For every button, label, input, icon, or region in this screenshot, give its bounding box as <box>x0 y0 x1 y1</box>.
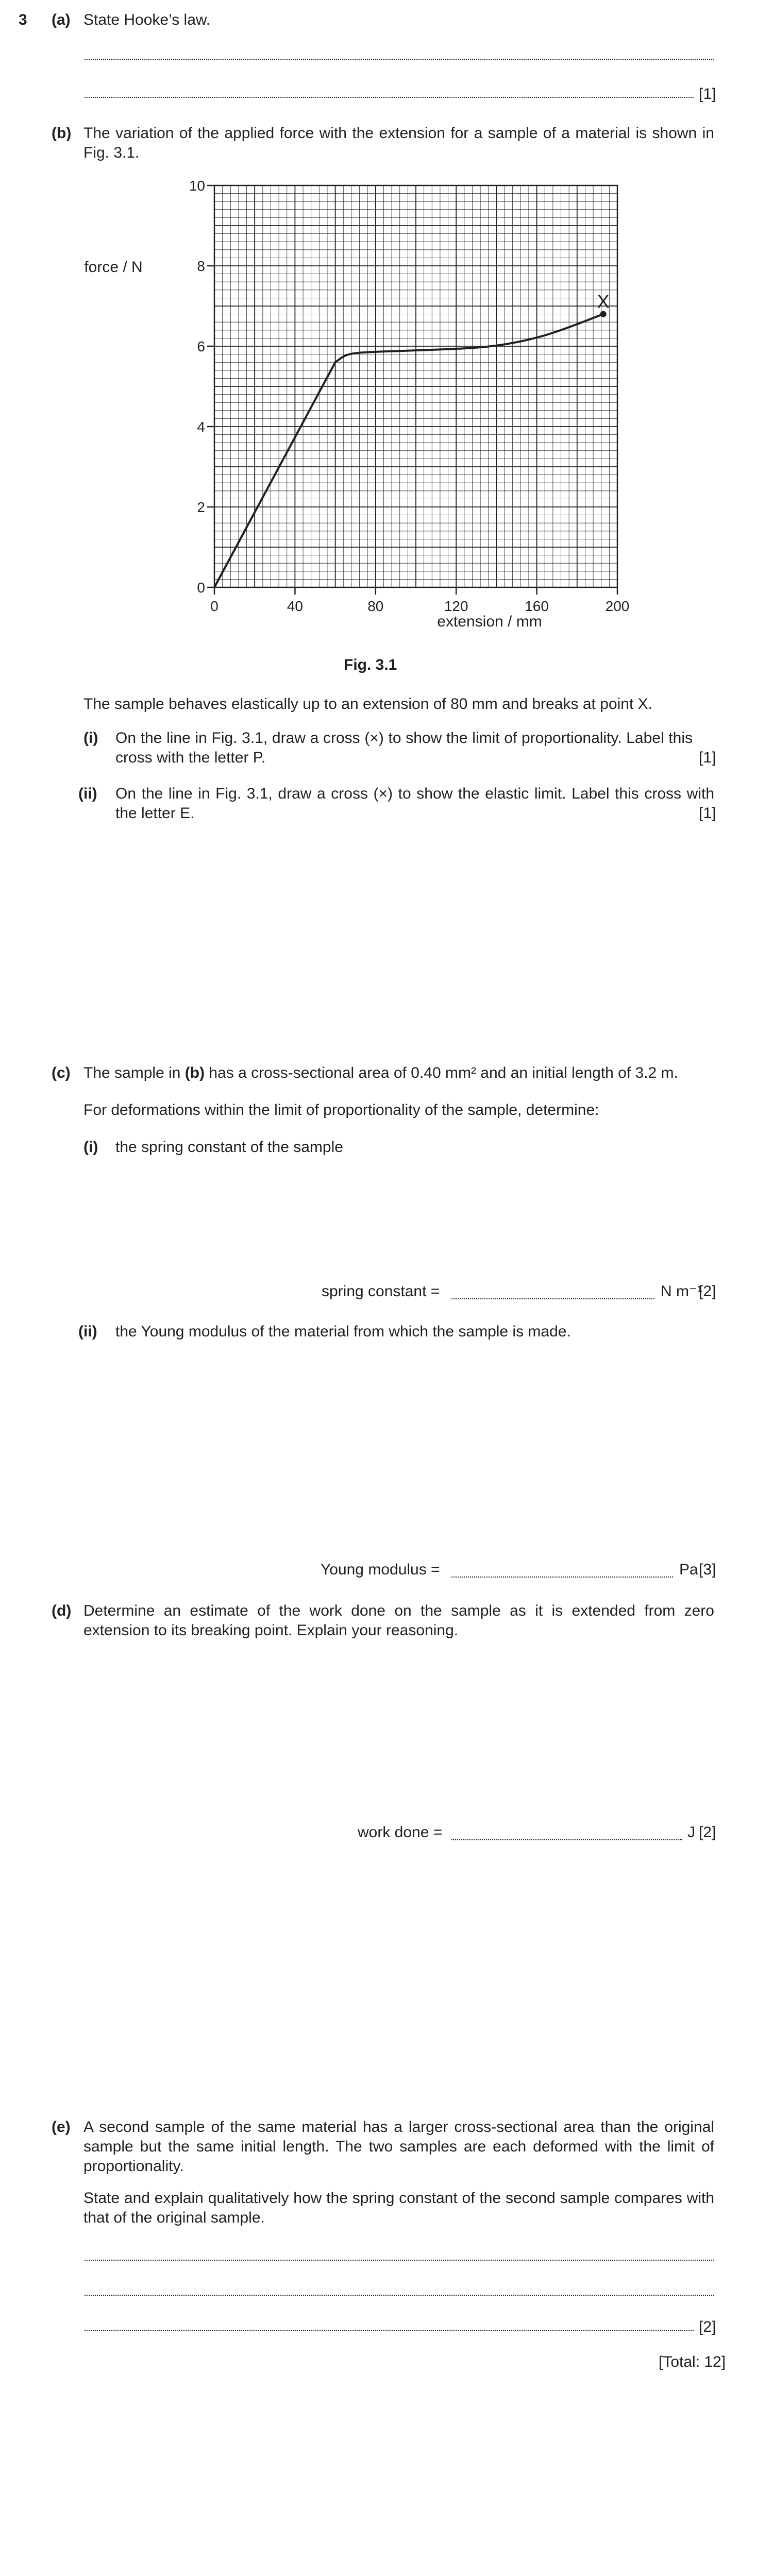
part-b-label: (b) <box>52 125 72 142</box>
figure-3-1-chart <box>0 165 773 649</box>
answer-line-e1[interactable] <box>85 2260 714 2261</box>
total-marks: [Total: 12] <box>659 2353 726 2370</box>
part-a-mark: [1] <box>699 86 716 103</box>
chart-y-tick-label: 8 <box>197 258 205 274</box>
part-e-text2: State and explain qualitatively how the spring constant of the second sample compares with that of the original sample. <box>83 2190 714 2226</box>
part-c-ii-mark: [3] <box>699 1561 716 1578</box>
chart-x-tick-label: 160 <box>525 598 549 614</box>
part-b-i-label: (i) <box>83 730 98 747</box>
part-b-ii-text: On the line in Fig. 3.1, draw a cross (×) to show the elastic limit. Label this cross with the letter E. <box>115 785 714 822</box>
chart-major-grid <box>214 185 617 587</box>
chart-x-tick-labels <box>210 598 629 614</box>
work-done-unit: J <box>687 1824 695 1841</box>
part-c-i-mark: [2] <box>699 1283 716 1300</box>
part-c-ii-text: the Young modulus of the material from which the sample is made. <box>115 1323 571 1340</box>
part-b-text: The variation of the applied force with the extension for a sample of a material is shown in Fig. 3.1. <box>83 125 714 161</box>
part-d-text: Determine an estimate of the work done on the sample as it is extended from zero extension to its breaking point. Explain your reasoning. <box>83 1602 714 1639</box>
part-b-i-mark: [1] <box>699 749 716 766</box>
part-b-after-text: The sample behaves elastically up to an extension of 80 mm and breaks at point X. <box>83 696 652 713</box>
part-a-label: (a) <box>52 11 71 28</box>
chart-y-tick-label: 2 <box>197 499 205 515</box>
part-c-text-post: has a cross-sectional area of 0.40 mm² and an initial length of 3.2 m. <box>205 1064 678 1081</box>
chart-x-tick-label: 80 <box>367 598 384 614</box>
answer-line-a1[interactable] <box>85 59 714 60</box>
part-d-mark: [2] <box>699 1824 716 1841</box>
chart-y-axis-label: force / N <box>84 259 143 276</box>
chart-y-tick-label: 4 <box>197 419 205 435</box>
young-modulus-label: Young modulus = <box>321 1561 440 1578</box>
figure-caption: Fig. 3.1 <box>344 656 397 673</box>
spring-constant-label: spring constant = <box>322 1283 440 1300</box>
part-c-ii-label: (ii) <box>78 1323 97 1340</box>
answer-line-a2[interactable] <box>85 97 694 98</box>
chart-y-tick-label: 6 <box>197 338 205 354</box>
part-b-i-text: On the line in Fig. 3.1, draw a cross (×) to show the limit of proportionality. Label this cross with the letter P. <box>115 730 693 766</box>
spring-constant-answer-line[interactable] <box>451 1298 654 1299</box>
part-b-ii-label: (ii) <box>78 785 97 802</box>
part-e-mark: [2] <box>699 2318 716 2335</box>
chart-y-tick-labels <box>189 178 205 596</box>
part-c-label: (c) <box>52 1064 71 1081</box>
question-number: 3 <box>19 11 27 28</box>
work-done-label: work done = <box>358 1824 443 1841</box>
chart-x-tick-label: 40 <box>287 598 303 614</box>
part-c-text-ref: (b) <box>184 1064 205 1081</box>
part-e-label: (e) <box>52 2119 71 2136</box>
work-done-answer-line[interactable] <box>451 1839 682 1840</box>
part-b-ii-mark: [1] <box>699 805 716 822</box>
chart-x-axis-label: extension / mm <box>437 613 542 630</box>
chart-point-x-label: X <box>597 291 610 312</box>
part-c-text-pre: The sample in <box>83 1064 185 1081</box>
part-d-label: (d) <box>52 1602 72 1619</box>
chart-y-tick-label: 0 <box>197 580 205 596</box>
part-c-intro: For deformations within the limit of proportionality of the sample, determine: <box>83 1101 599 1118</box>
part-a-text: State Hooke’s law. <box>83 11 211 28</box>
chart-x-tick-label: 200 <box>605 598 630 614</box>
young-modulus-unit: Pa <box>679 1561 698 1578</box>
part-c-text <box>83 1063 678 1083</box>
chart-axis-ticks <box>207 185 617 595</box>
young-modulus-answer-line[interactable] <box>451 1577 673 1578</box>
answer-line-e3[interactable] <box>85 2330 694 2331</box>
part-e-text: A second sample of the same material has a larger cross-sectional area than the original sample but the same initial length. The two samples are each deformed with the limit of proportionality. <box>83 2119 714 2175</box>
part-c-i-text: the spring constant of the sample <box>115 1139 343 1156</box>
answer-line-e2[interactable] <box>85 2295 714 2296</box>
part-c-i-label: (i) <box>83 1139 98 1156</box>
chart-x-tick-label: 120 <box>444 598 468 614</box>
chart-y-tick-label: 10 <box>189 178 205 194</box>
chart-x-tick-label: 0 <box>210 598 219 614</box>
spring-constant-unit: N m⁻¹ <box>661 1283 702 1300</box>
